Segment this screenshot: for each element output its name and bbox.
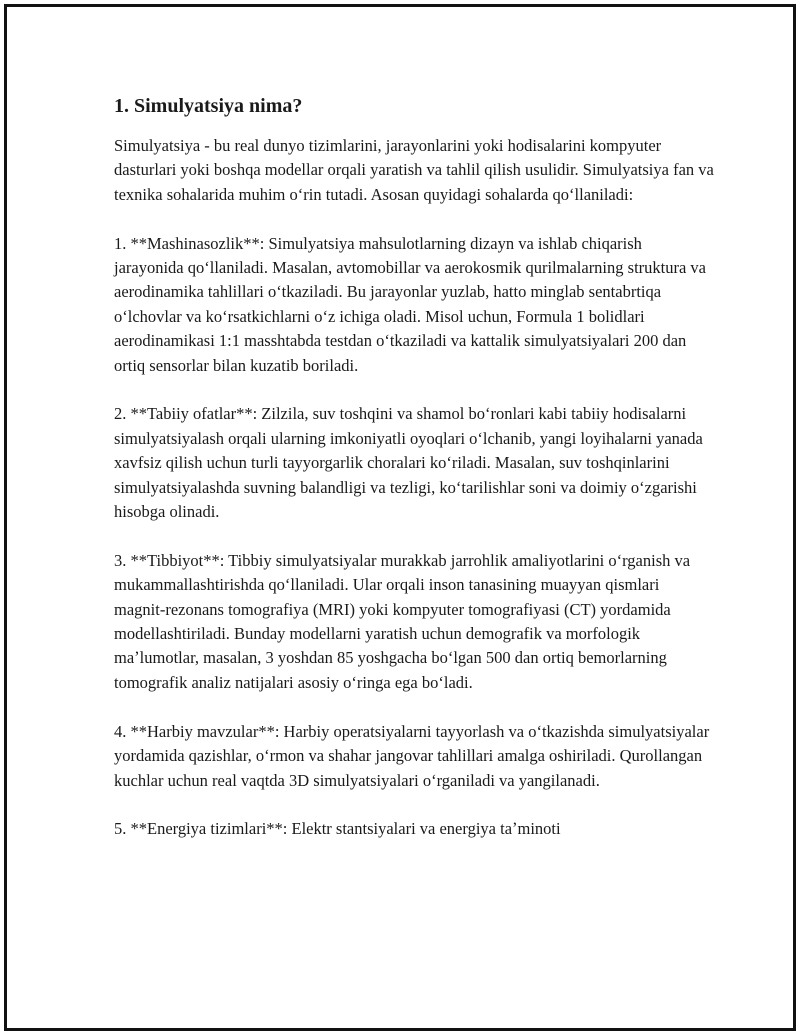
intro-paragraph: Simulyatsiya - bu real dunyo tizimlarini, jarayonlarini yoki hodisalarini kompyuter dasturlari yoki boshqa modellar orqali yaratish va tahlil qilish usulidir. Simulyatsiya fan va texnika sohalarida muhim oʻrin tutadi. Asosan quyidagi sohalarda qoʻllaniladi: [114, 136, 714, 204]
list-item-energiya-tizimlari: 5. **Energiya tizimlari**: Elektr stantsiyalari va energiya taʼminoti [114, 819, 561, 839]
list-item-tabiiy-ofatlar: 2. **Tabiiy ofatlar**: Zilzila, suv toshqini va shamol boʻronlari kabi tabiiy hodisalarni simulyatsiyalash orqali ularning imkoniyatli oyoqlari oʻlchanib, yangi loyihalarni yanada xavfsiz qilish uchun turli tayyorgarlik choralari koʻriladi. Masalan, suv toshqinlarini simulyatsiyalashda suvning balandligi va tezligi, koʻtarilishlar soni va doimiy oʻzgarishi hisobga olinadi. [114, 404, 703, 522]
section-heading: 1. Simulyatsiya nima? [114, 95, 303, 117]
document-body [114, 92, 714, 866]
list-item-tibbiyot: 3. **Tibbiyot**: Tibbiy simulyatsiyalar murakkab jarrohlik amaliyotlarini oʻrganish va mukammallashtirishda qoʻllaniladi. Ular orqali inson tanasining muayyan qismlari magnit-rezonans tomografiya (MRI) yoki kompyuter tomografiyasi (CT) yordamida modellashtiriladi. Bunday modellarni yaratish uchun demografik va morfologik maʼlumotlar, masalan, 3 yoshdan 85 yoshgacha boʻlgan 500 dan ortiq bemorlarning tomografik analiz natijalari asosiy oʻringa ega boʻladi. [114, 550, 691, 692]
list-item-mashinasozlik: 1. **Mashinasozlik**: Simulyatsiya mahsulotlarning dizayn va ishlab chiqarish jarayonida qoʻllaniladi. Masalan, avtomobillar va aerokosmik qurilmalarning struktura va aerodinamika tahlillari oʻtkaziladi. Bu jarayonlar yuzlab, hatto minglab sentabrtiqa oʻlchovlar va koʻrsatkichlarni oʻz ichiga oladi. Misol uchun, Formula 1 bolidlari aerodinamikasi 1:1 masshtabda testdan oʻtkaziladi va kattalik simulyatsiyalari 200 dan ortiq sensorlar bilan kuzatib boriladi. [114, 233, 706, 375]
list-item-harbiy-mavzular: 4. **Harbiy mavzular**: Harbiy operatsiyalarni tayyorlash va oʻtkazishda simulyatsiyalar yordamida qazishlar, oʻrmon va shahar jangovar tahlillari amalga oshiriladi. Qurollangan kuchlar uchun real vaqtda 3D simulyatsiyalari oʻrganiladi va yangilanadi. [114, 721, 710, 790]
